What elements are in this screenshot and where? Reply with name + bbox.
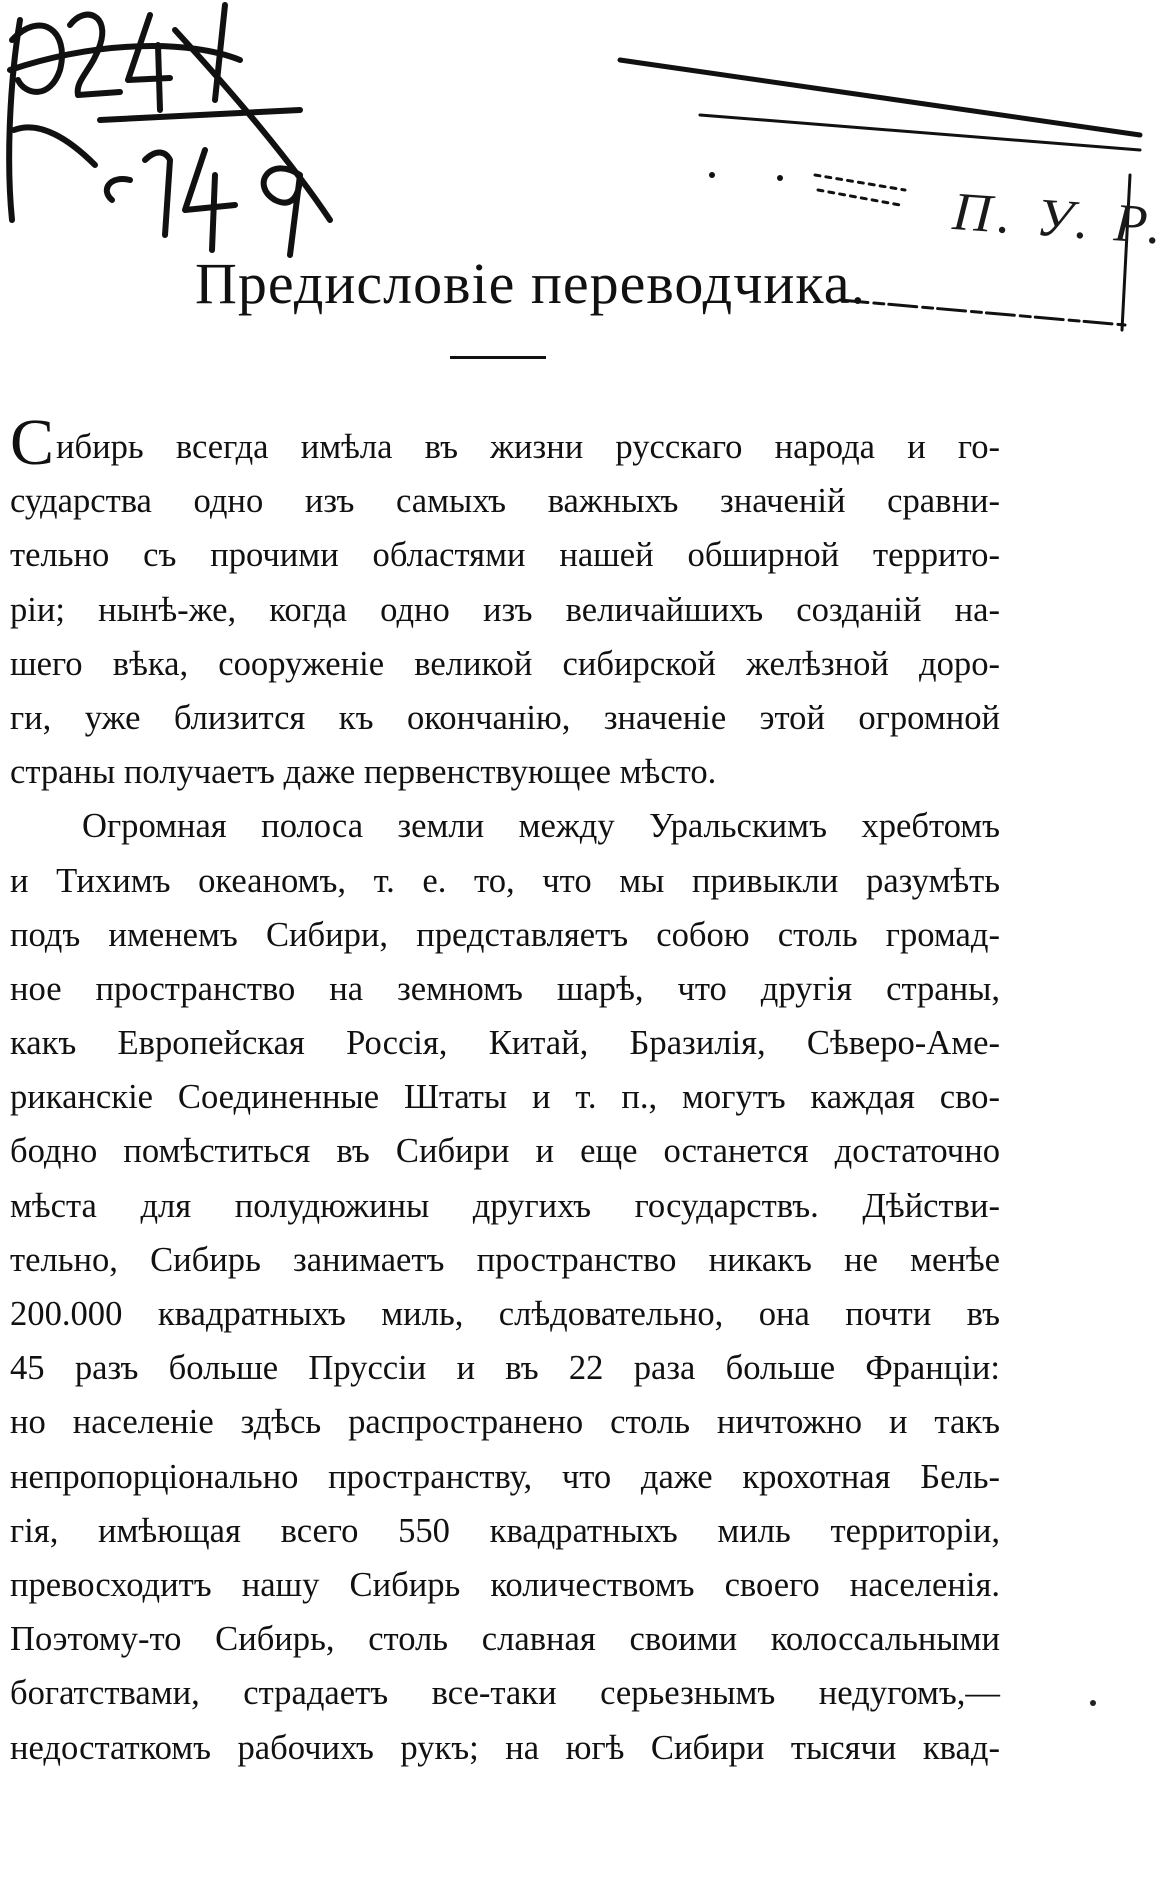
- text-line: сударства одно изъ самыхъ важныхъ значеній сравни-: [10, 482, 1000, 521]
- text-line: какъ Европейская Россія, Китай, Бразилія, Сѣверо-Аме-: [10, 1024, 1000, 1063]
- text-line: непропорціонально пространству, что даже крохотная Бель-: [10, 1457, 1000, 1496]
- text-line: ное пространство на земномъ шарѣ, что другія страны,: [10, 969, 1000, 1008]
- text-line: ги, уже близится къ окончанію, значеніе этой огромной: [10, 698, 1000, 737]
- text-line: Огромная полоса земли между Уральскимъ хребтомъ: [82, 807, 1000, 846]
- title-divider: [450, 356, 546, 359]
- text-line: тельно съ прочими областями нашей обширной террито-: [10, 536, 1000, 575]
- text-line: тельно, Сибирь занимаетъ пространство никакъ не менѣе: [10, 1240, 1000, 1279]
- text-line: и Тихимъ океаномъ, т. е. то, что мы привыкли разумѣть: [10, 861, 1000, 900]
- text-line: страны получаетъ даже первенствующее мѣсто.: [10, 753, 717, 792]
- page-title: Предисловіе переводчика.: [195, 251, 866, 316]
- text-line: подъ именемъ Сибири, представляетъ собою столь громад-: [10, 915, 1000, 954]
- text-line: бодно помѣститься въ Сибири и еще останется достаточно: [10, 1132, 1000, 1171]
- body-text: [10, 406, 1000, 1775]
- text-line: Поэтому-то Сибирь, столь славная своими колоссальными: [10, 1620, 1000, 1659]
- text-line: гія, имѣющая всего 550 квадратныхъ миль территоріи,: [10, 1511, 1000, 1550]
- text-line: недостаткомъ рабочихъ рукъ; на югѣ Сибири тысячи квад-: [10, 1728, 1000, 1767]
- ink-speck: [1090, 1700, 1096, 1706]
- text-line: 200.000 квадратныхъ миль, слѣдовательно, она почти въ: [10, 1295, 1000, 1333]
- handwritten-shelfmark: [9, 5, 330, 255]
- text-line: мѣста для полудюжины другихъ государствъ. Дѣйстви-: [10, 1186, 1000, 1225]
- stamp-text: П. У. Р.: [950, 180, 1170, 256]
- text-line: риканскіе Соединенные Штаты и т. п., могутъ каждая сво-: [10, 1078, 1000, 1117]
- text-line: превосходитъ нашу Сибирь количествомъ своего населенія.: [10, 1565, 1000, 1604]
- text-line: богатствами, страдаетъ все-таки серьезнымъ недугомъ,—: [10, 1674, 1000, 1713]
- drop-cap: С: [10, 406, 55, 479]
- text-line: шего вѣка, сооруженіе великой сибирской желѣзной доро-: [10, 644, 1000, 683]
- text-line: Сибирь всегда имѣла въ жизни русскаго народа и го-: [10, 406, 1000, 479]
- text-line: но населеніе здѣсь распространено столь ничтожно и такъ: [10, 1403, 1000, 1442]
- text-line: ріи; нынѣ-же, когда одно изъ величайшихъ созданій на-: [10, 590, 1000, 629]
- text-line: 45 разъ больше Пруссіи и въ 22 раза больше Франціи:: [10, 1349, 1000, 1388]
